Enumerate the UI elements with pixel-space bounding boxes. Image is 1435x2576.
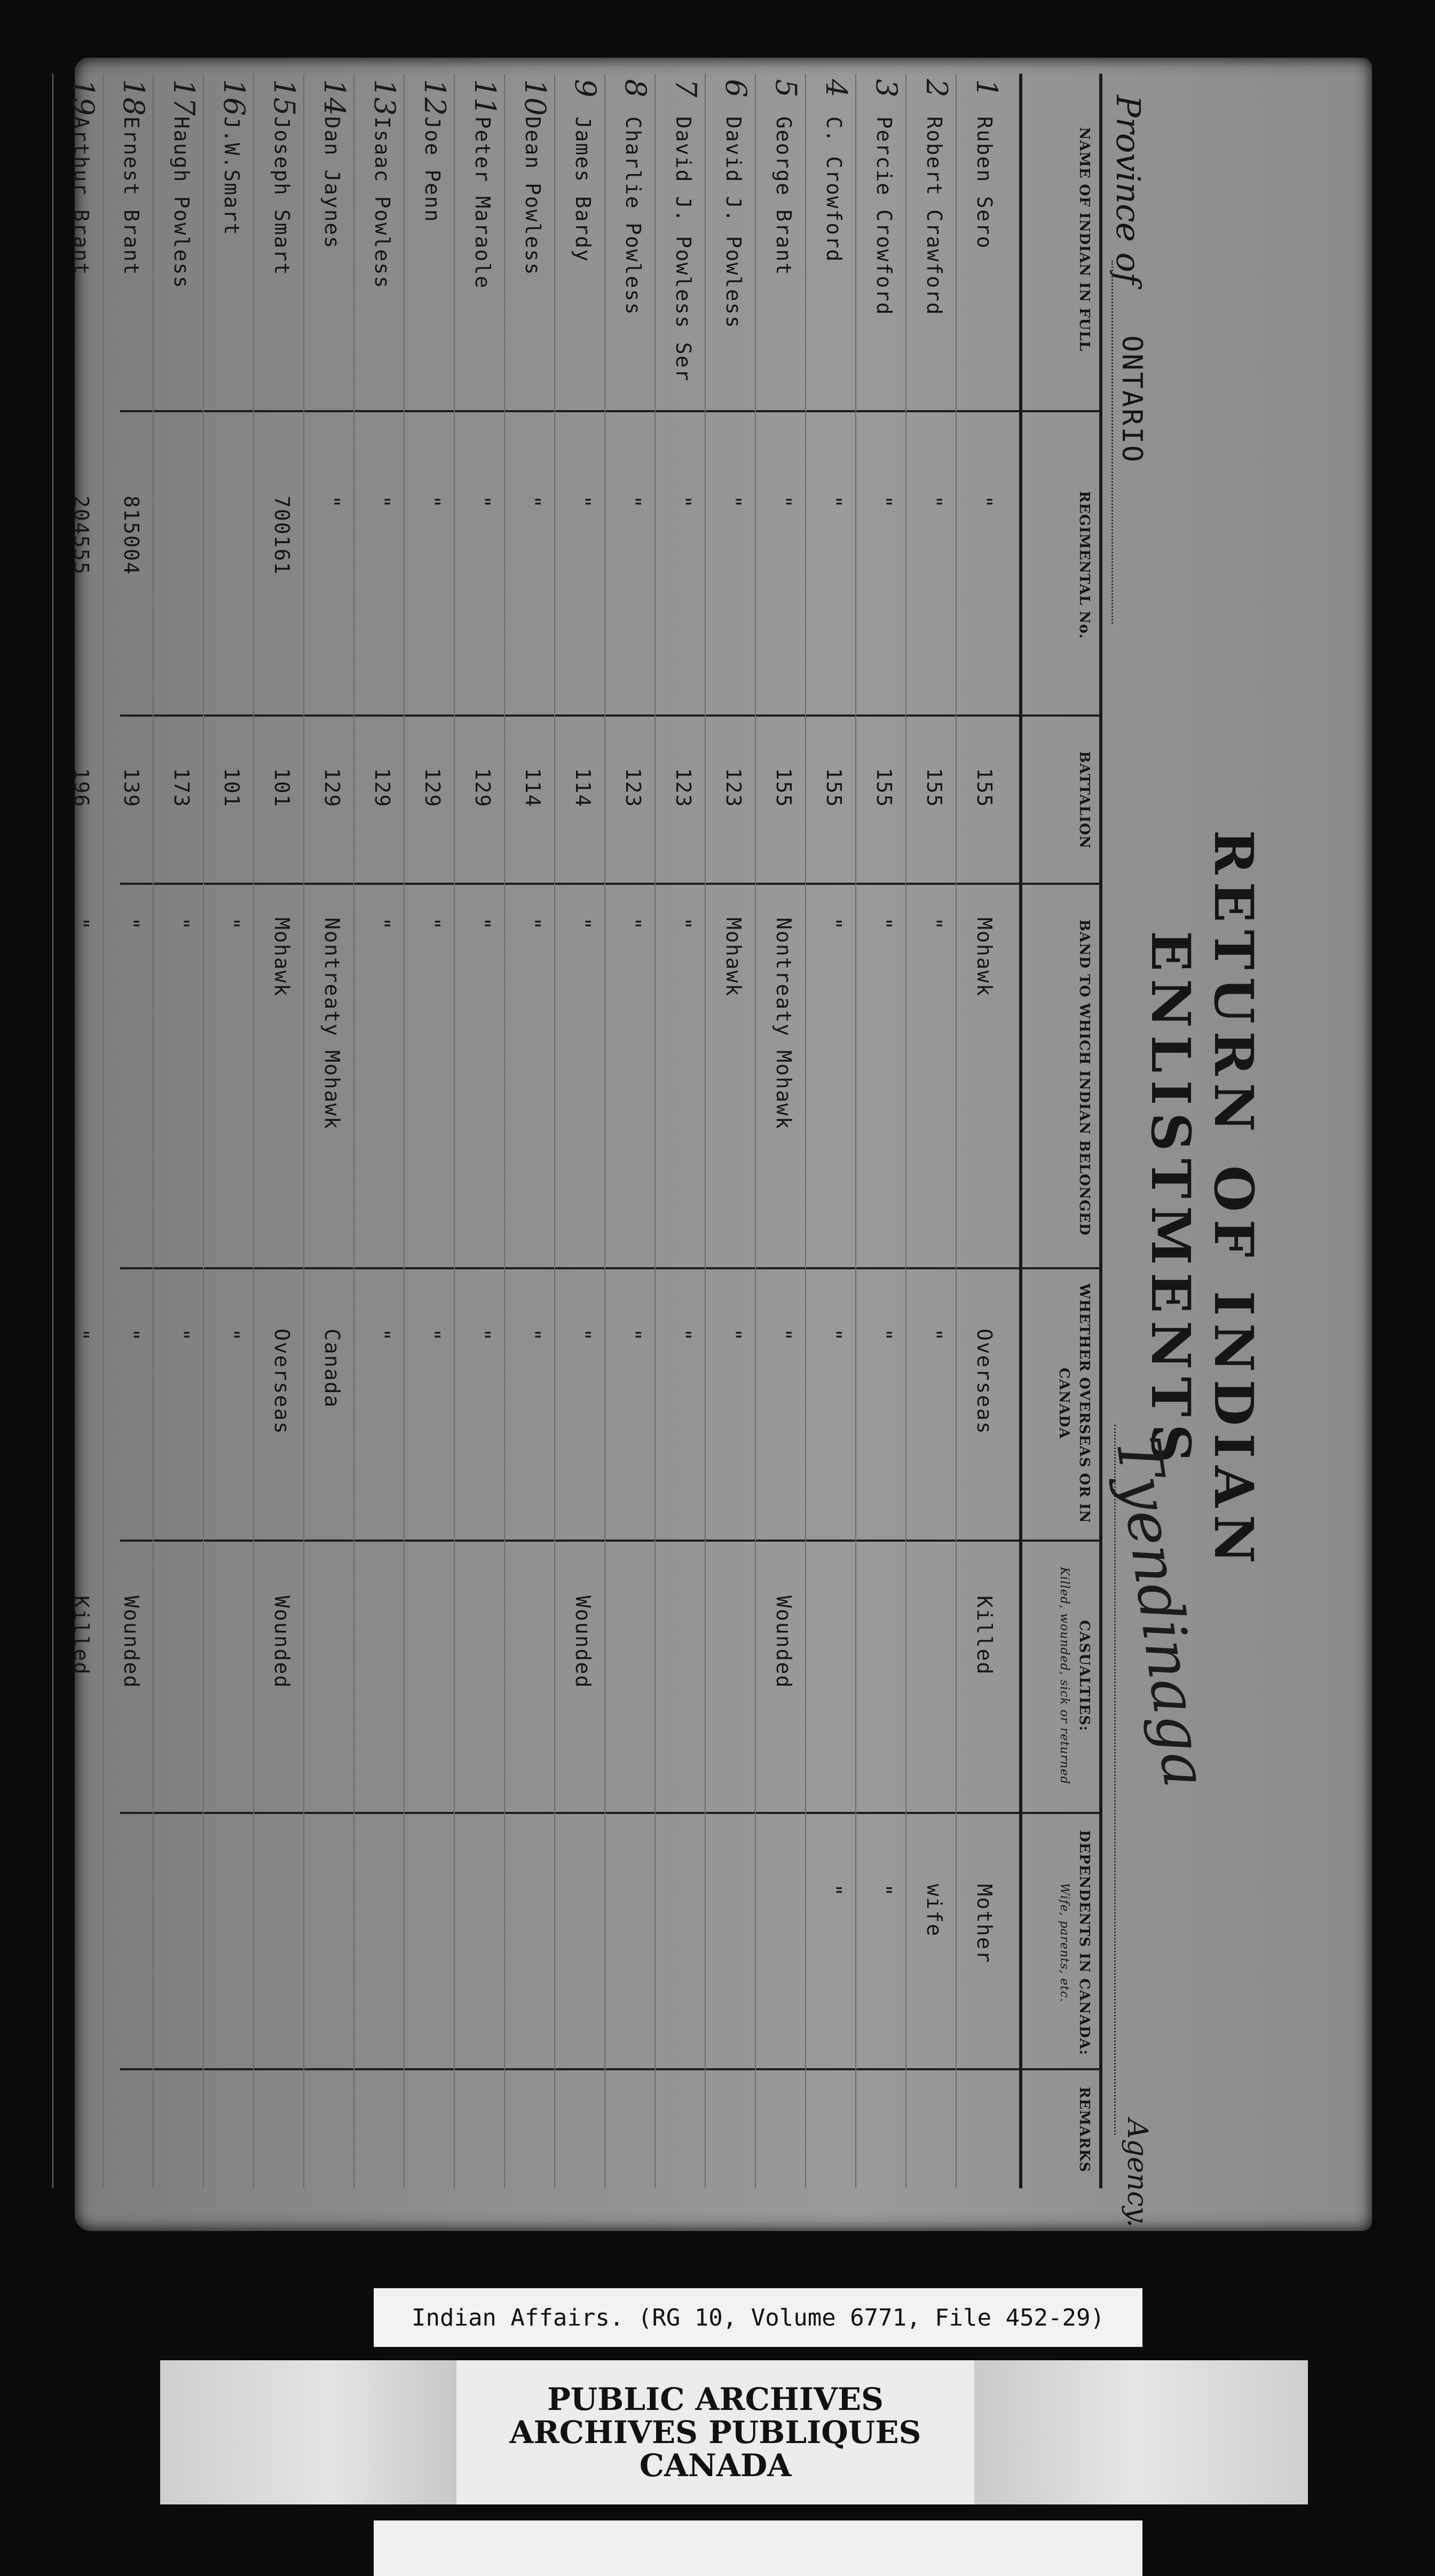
- cell-name: Dean Powless: [521, 116, 545, 276]
- table-row: [49, 58, 100, 2231]
- row-number: 6: [719, 79, 753, 98]
- row-rule: [353, 74, 354, 2188]
- cell-casualties: Wounded: [772, 1596, 795, 1689]
- cell-casualties: Wounded: [270, 1596, 294, 1689]
- row-number: 8: [619, 79, 652, 98]
- province-label: Province of: [1109, 95, 1148, 285]
- row-rule: [153, 74, 154, 2188]
- row-rule: [755, 74, 756, 2188]
- table-row: [99, 58, 151, 2231]
- cell-band: Nontreaty Mohawk: [320, 917, 344, 1130]
- cell-name: James Bardy: [571, 116, 595, 263]
- cell-overseas: ": [922, 1329, 946, 1342]
- cell-battalion: 139: [120, 768, 143, 808]
- header-bottom-rule: [1019, 74, 1022, 2188]
- stamp-line-2: ARCHIVES PUBLIQUES: [509, 2414, 921, 2451]
- cell-battalion: 155: [822, 768, 846, 808]
- province-underline: [1111, 261, 1113, 624]
- cell-battalion: 123: [722, 768, 745, 808]
- cell-casualties: Wounded: [571, 1596, 595, 1689]
- table-row: [501, 58, 552, 2231]
- header-overseas: WHETHER OVERSEAS OR IN CANADA: [1056, 1283, 1092, 1523]
- cell-band: ": [621, 917, 645, 931]
- form-title: RETURN OF INDIAN ENLISTMENTS: [1139, 830, 1265, 1571]
- cell-regimental: ": [872, 496, 896, 509]
- cell-regimental: ": [320, 496, 344, 509]
- cell-battalion: 129: [370, 768, 394, 808]
- row-number: 14: [318, 79, 351, 116]
- row-number: 2: [920, 79, 953, 98]
- cell-battalion: 155: [922, 768, 946, 808]
- header-dependents: [1054, 1815, 1094, 2071]
- row-rule: [655, 74, 656, 2188]
- cell-overseas: ": [621, 1329, 645, 1342]
- cell-regimental: ": [571, 496, 595, 509]
- cell-overseas: ": [471, 1329, 494, 1342]
- cell-overseas: ": [120, 1329, 143, 1342]
- header-top-rule: [1099, 74, 1102, 2188]
- row-rule: [203, 74, 204, 2188]
- cell-regimental: ": [973, 496, 996, 509]
- cell-name: David J. Powless Ser: [672, 116, 695, 382]
- cell-name: Robert Crawford: [922, 116, 946, 316]
- cell-regimental: ": [772, 496, 795, 509]
- row-number: 16: [217, 79, 251, 116]
- cell-overseas: ": [220, 1329, 243, 1342]
- cell-overseas: ": [370, 1329, 394, 1342]
- cell-battalion: 114: [571, 768, 595, 808]
- cell-overseas: ": [872, 1329, 896, 1342]
- cell-band: Mohawk: [722, 917, 745, 998]
- cell-band: ": [421, 917, 444, 931]
- cell-overseas: ": [722, 1329, 745, 1342]
- cell-regimental: ": [922, 496, 946, 509]
- cell-band: ": [872, 917, 896, 931]
- row-rule: [604, 74, 605, 2188]
- cell-overseas: ": [571, 1329, 595, 1342]
- cell-dependents: ": [872, 1884, 896, 1897]
- cell-dependents: Mother: [973, 1884, 996, 1964]
- cell-name: Haugh Powless: [170, 116, 193, 289]
- table-row: [200, 58, 251, 2231]
- cell-band: ": [471, 917, 494, 931]
- row-rule: [805, 74, 806, 2188]
- row-rule: [52, 74, 53, 2188]
- row-number: 1: [970, 79, 1004, 98]
- row-number: 5: [769, 79, 803, 98]
- cell-regimental: 815004: [120, 496, 143, 576]
- cell-name: J.W.Smart: [220, 116, 243, 236]
- table-row: [902, 58, 953, 2231]
- cell-battalion: 155: [872, 768, 896, 808]
- table-row: [701, 58, 753, 2231]
- table-row: [852, 58, 903, 2231]
- header-dependents-label: DEPENDENTS IN CANADA:: [1076, 1830, 1092, 2055]
- archive-lower-label: [374, 2520, 1142, 2576]
- cell-band: ": [571, 917, 595, 931]
- stamp-line-3: CANADA: [639, 2447, 792, 2484]
- header-name: NAME OF INDIAN IN FULL: [1076, 127, 1092, 352]
- row-number: 4: [819, 79, 853, 98]
- row-rule: [855, 74, 856, 2188]
- cell-regimental: ": [672, 496, 695, 509]
- header-dependents-sub: Wife, parents, etc.: [1058, 1883, 1071, 2002]
- row-rule: [253, 74, 254, 2188]
- cell-battalion: 129: [320, 768, 344, 808]
- cell-regimental: ": [471, 496, 494, 509]
- row-rule: [554, 74, 555, 2188]
- cell-band: ": [672, 917, 695, 931]
- table-row: [752, 58, 803, 2231]
- cell-casualties: Wounded: [120, 1596, 143, 1689]
- cell-regimental: ": [521, 496, 545, 509]
- cell-battalion: 114: [521, 768, 545, 808]
- cell-name: Dan Jaynes: [320, 116, 344, 249]
- enlistment-form: [67, 58, 1372, 2231]
- cell-battalion: 155: [973, 768, 996, 808]
- table-row: [400, 58, 452, 2231]
- cell-battalion: 155: [772, 768, 795, 808]
- table-row: [250, 58, 301, 2231]
- cell-battalion: 129: [421, 768, 444, 808]
- cell-band: ": [370, 917, 394, 931]
- row-number: 9: [569, 79, 602, 98]
- cell-band: ": [120, 917, 143, 931]
- table-row: [952, 58, 1004, 2231]
- table-row: [149, 58, 201, 2231]
- cell-name: George Brant: [772, 116, 795, 276]
- cell-regimental: ": [621, 496, 645, 509]
- agency-label: Agency.: [1121, 2119, 1153, 2228]
- cell-name: Isaac Powless: [370, 116, 394, 289]
- row-rule: [102, 74, 104, 2188]
- row-number: 15: [267, 79, 301, 116]
- row-number: 11: [468, 79, 502, 116]
- cell-overseas: Overseas: [973, 1329, 996, 1435]
- cell-dependents: ": [822, 1884, 846, 1897]
- table-row: [451, 58, 502, 2231]
- table-row: [551, 58, 602, 2231]
- table-row: [651, 58, 703, 2231]
- cell-name: Joseph Smart: [270, 116, 294, 276]
- cell-regimental: ": [370, 496, 394, 509]
- cell-name: Peter Maraole: [471, 116, 494, 289]
- row-number: 13: [368, 79, 401, 116]
- cell-regimental: 700161: [270, 496, 294, 576]
- header-casualties-sub: Killed, wounded, sick or returned: [1058, 1567, 1071, 1785]
- cell-overseas: ": [772, 1329, 795, 1342]
- cell-band: Nontreaty Mohawk: [772, 917, 795, 1130]
- table-row: [802, 58, 853, 2231]
- cell-band: ": [922, 917, 946, 931]
- cell-band: ": [220, 917, 243, 931]
- cell-regimental: ": [722, 496, 745, 509]
- agency-name: Tyendinaga: [1102, 1432, 1220, 1792]
- cell-band: ": [822, 917, 846, 931]
- cell-name: Percie Crowford: [872, 116, 896, 316]
- cell-overseas: ": [822, 1329, 846, 1342]
- cell-regimental: ": [421, 496, 444, 509]
- cell-battalion: 101: [220, 768, 243, 808]
- cell-battalion: 129: [471, 768, 494, 808]
- cell-overseas: ": [672, 1329, 695, 1342]
- row-rule: [303, 74, 304, 2188]
- cell-battalion: 196: [69, 768, 93, 808]
- header-band: BAND TO WHICH INDIAN BELONGED: [1076, 919, 1092, 1236]
- cell-regimental: 204555: [69, 496, 93, 576]
- header-battalion: BATTALION: [1076, 751, 1092, 849]
- cell-battalion: 101: [270, 768, 294, 808]
- header-remarks: REMARKS: [1076, 2086, 1092, 2173]
- cell-band: ": [69, 917, 93, 931]
- cell-name: Charlie Powless: [621, 116, 645, 316]
- cell-dependents: wife: [922, 1884, 946, 1937]
- cell-battalion: 123: [621, 768, 645, 808]
- header-casualties-label: CASUALTIES:: [1076, 1620, 1092, 1732]
- row-number: 10: [518, 79, 552, 116]
- stamp-line-1: PUBLIC ARCHIVES: [547, 2381, 884, 2417]
- cell-casualties: Killed: [973, 1596, 996, 1676]
- row-rule: [504, 74, 505, 2188]
- cell-band: Mohawk: [973, 917, 996, 998]
- row-rule: [404, 74, 405, 2188]
- row-rule: [454, 74, 455, 2188]
- cell-overseas: Canada: [320, 1329, 344, 1409]
- cell-name: David J. Powless: [722, 116, 745, 329]
- row-number: 3: [870, 79, 903, 98]
- header-regimental: REGIMENTAL No.: [1076, 491, 1092, 639]
- cell-overseas: ": [69, 1329, 93, 1342]
- row-rule: [956, 74, 957, 2188]
- table-row: [300, 58, 351, 2231]
- cell-name: Arthur Brant: [69, 116, 93, 276]
- cell-battalion: 123: [672, 768, 695, 808]
- cell-overseas: ": [521, 1329, 545, 1342]
- cell-band: ": [521, 917, 545, 931]
- cell-name: Ernest Brant: [120, 116, 143, 276]
- row-number: 12: [418, 79, 452, 116]
- row-rule: [905, 74, 906, 2188]
- cell-band: Mohawk: [270, 917, 294, 998]
- archive-reference: Indian Affairs. (RG 10, Volume 6771, File 452-29): [374, 2288, 1142, 2347]
- row-number: 7: [669, 79, 703, 98]
- table-row: [350, 58, 401, 2231]
- cell-regimental: ": [822, 496, 846, 509]
- table-row: [601, 58, 652, 2231]
- cell-name: Joe Penn: [421, 116, 444, 223]
- row-number: 17: [167, 79, 201, 116]
- cell-overseas: ": [421, 1329, 444, 1342]
- cell-name: Ruben Sero: [973, 116, 996, 249]
- cell-battalion: 173: [170, 768, 193, 808]
- cell-overseas: ": [170, 1329, 193, 1342]
- cell-band: ": [170, 917, 193, 931]
- archive-stamp: [456, 2360, 974, 2504]
- cell-overseas: Overseas: [270, 1329, 294, 1435]
- cell-casualties: Killed: [69, 1596, 93, 1676]
- row-rule: [705, 74, 706, 2188]
- header-casualties: [1054, 1542, 1094, 1809]
- row-number: 19: [67, 79, 100, 116]
- row-number: 18: [117, 79, 151, 116]
- province-value: ONTARIO: [1116, 335, 1148, 464]
- cell-name: C. Crowford: [822, 116, 846, 263]
